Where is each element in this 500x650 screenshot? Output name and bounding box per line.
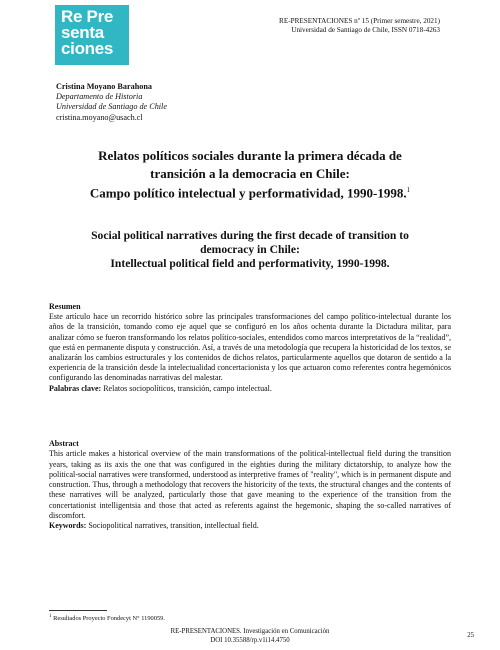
resumen-keywords-text: Relatos sociopolíticos, transición, campo intelectual. xyxy=(101,383,272,393)
journal-header xyxy=(279,17,440,35)
abstract-keywords-text: Sociopolitical narratives, transition, intellectual field. xyxy=(86,521,259,531)
page-footer xyxy=(0,628,500,645)
footer-doi[interactable]: DOI 10.35588/rp.v1i14.4750 xyxy=(210,636,290,644)
title-es-line-1: Relatos políticos sociales durante la primera década de xyxy=(98,148,402,163)
title-english xyxy=(50,229,450,271)
abstract-keywords xyxy=(49,521,451,531)
resumen-keywords-label: Palabras clave: xyxy=(49,383,102,393)
title-es-line-3-text: Campo político intelectual y performatividad, 1990-1998. xyxy=(89,185,407,201)
footer-journal: RE-PRESENTACIONES. Investigación en Comunicación xyxy=(170,628,330,635)
abstract-section xyxy=(49,439,451,532)
footnote-mark: 1 xyxy=(49,614,52,619)
author-university: Universidad de Santiago de Chile xyxy=(56,102,167,112)
abstract-body: This article makes a historical overview of the main transformations of the political-intellectual field during the transition years, taking as its axis the one that was configured in the eighties during the military dictatorship, to analyze how the political-social narratives were transformed, understood as interpretive frames of "reality", which is in permanent dispute and construction. Thus, through a methodology that recovers the historicity of the texts, the structural changes and the contents of these narratives will be analyzed, particularly those that gave meaning to the experience of the transition from the concertationist intelligentsia and those that acted as referents against the hegemonic, shaping the so-called narratives of discomfort. xyxy=(49,449,451,521)
resumen-body: Este artículo hace un recorrido histórico sobre las principales transformaciones del campo político-intelectual durante los años de la transición, tomando como eje aquel que se configuró en los años ochenta durante la Dictadura militar, para analizar cómo se fueron transformando los relatos político-sociales, entendidos como marcos interpretativos de la “realidad”, que está en permanente disputa y construcción. Así, a través de una metodología que recupera la historicidad de los textos, se analizarán los cambios estructurales y los contenidos de dichos relatos, particularmente aquellos que dotaron de sentido a la experiencia de la transición desde la intelectualidad concertacionista y los que actuaron como referentes contra hegemónicos configurando las denominadas narrativas del malestar. xyxy=(49,312,451,383)
journal-logo xyxy=(55,5,129,65)
journal-issue: RE-PRESENTACIONES nº 15 (Primer semestre, 2021) xyxy=(279,17,440,25)
logo-line-2: senta xyxy=(61,23,104,42)
title-en-line-1: Social political narratives during the first decade of transition to xyxy=(91,229,409,242)
footnote-ref[interactable]: 1 xyxy=(406,186,411,194)
journal-publisher: Universidad de Santiago de Chile, ISSN 0718-4263 xyxy=(291,26,440,34)
author-department: Departamento de Historia xyxy=(56,92,143,102)
resumen-heading: Resumen xyxy=(49,302,81,311)
author-name: Cristina Moyano Barahona xyxy=(56,82,152,91)
abstract-heading: Abstract xyxy=(49,439,79,448)
resumen-section xyxy=(49,302,451,394)
footnote-divider xyxy=(49,610,107,611)
title-en-line-2: democracy in Chile: xyxy=(200,243,300,256)
author-email[interactable]: cristina.moyano@usach.cl xyxy=(56,112,143,122)
logo-line-3: ciones xyxy=(61,39,114,58)
footnote xyxy=(49,614,165,622)
author-block xyxy=(56,82,167,123)
resumen-keywords xyxy=(49,384,451,394)
title-es-line-2: transición a la democracia en Chile: xyxy=(150,165,350,181)
title-en-line-3: Intellectual political field and performativity, 1990-1998. xyxy=(110,257,390,270)
abstract-keywords-label: Keywords: xyxy=(49,521,87,531)
footnote-text: Resultados Proyecto Fondecyt N° 1190059. xyxy=(51,615,165,623)
page-number: 25 xyxy=(467,632,474,639)
logo-line-1: Re Pre xyxy=(61,7,114,26)
title-es-line-3 xyxy=(40,182,460,202)
title-spanish xyxy=(40,147,460,202)
